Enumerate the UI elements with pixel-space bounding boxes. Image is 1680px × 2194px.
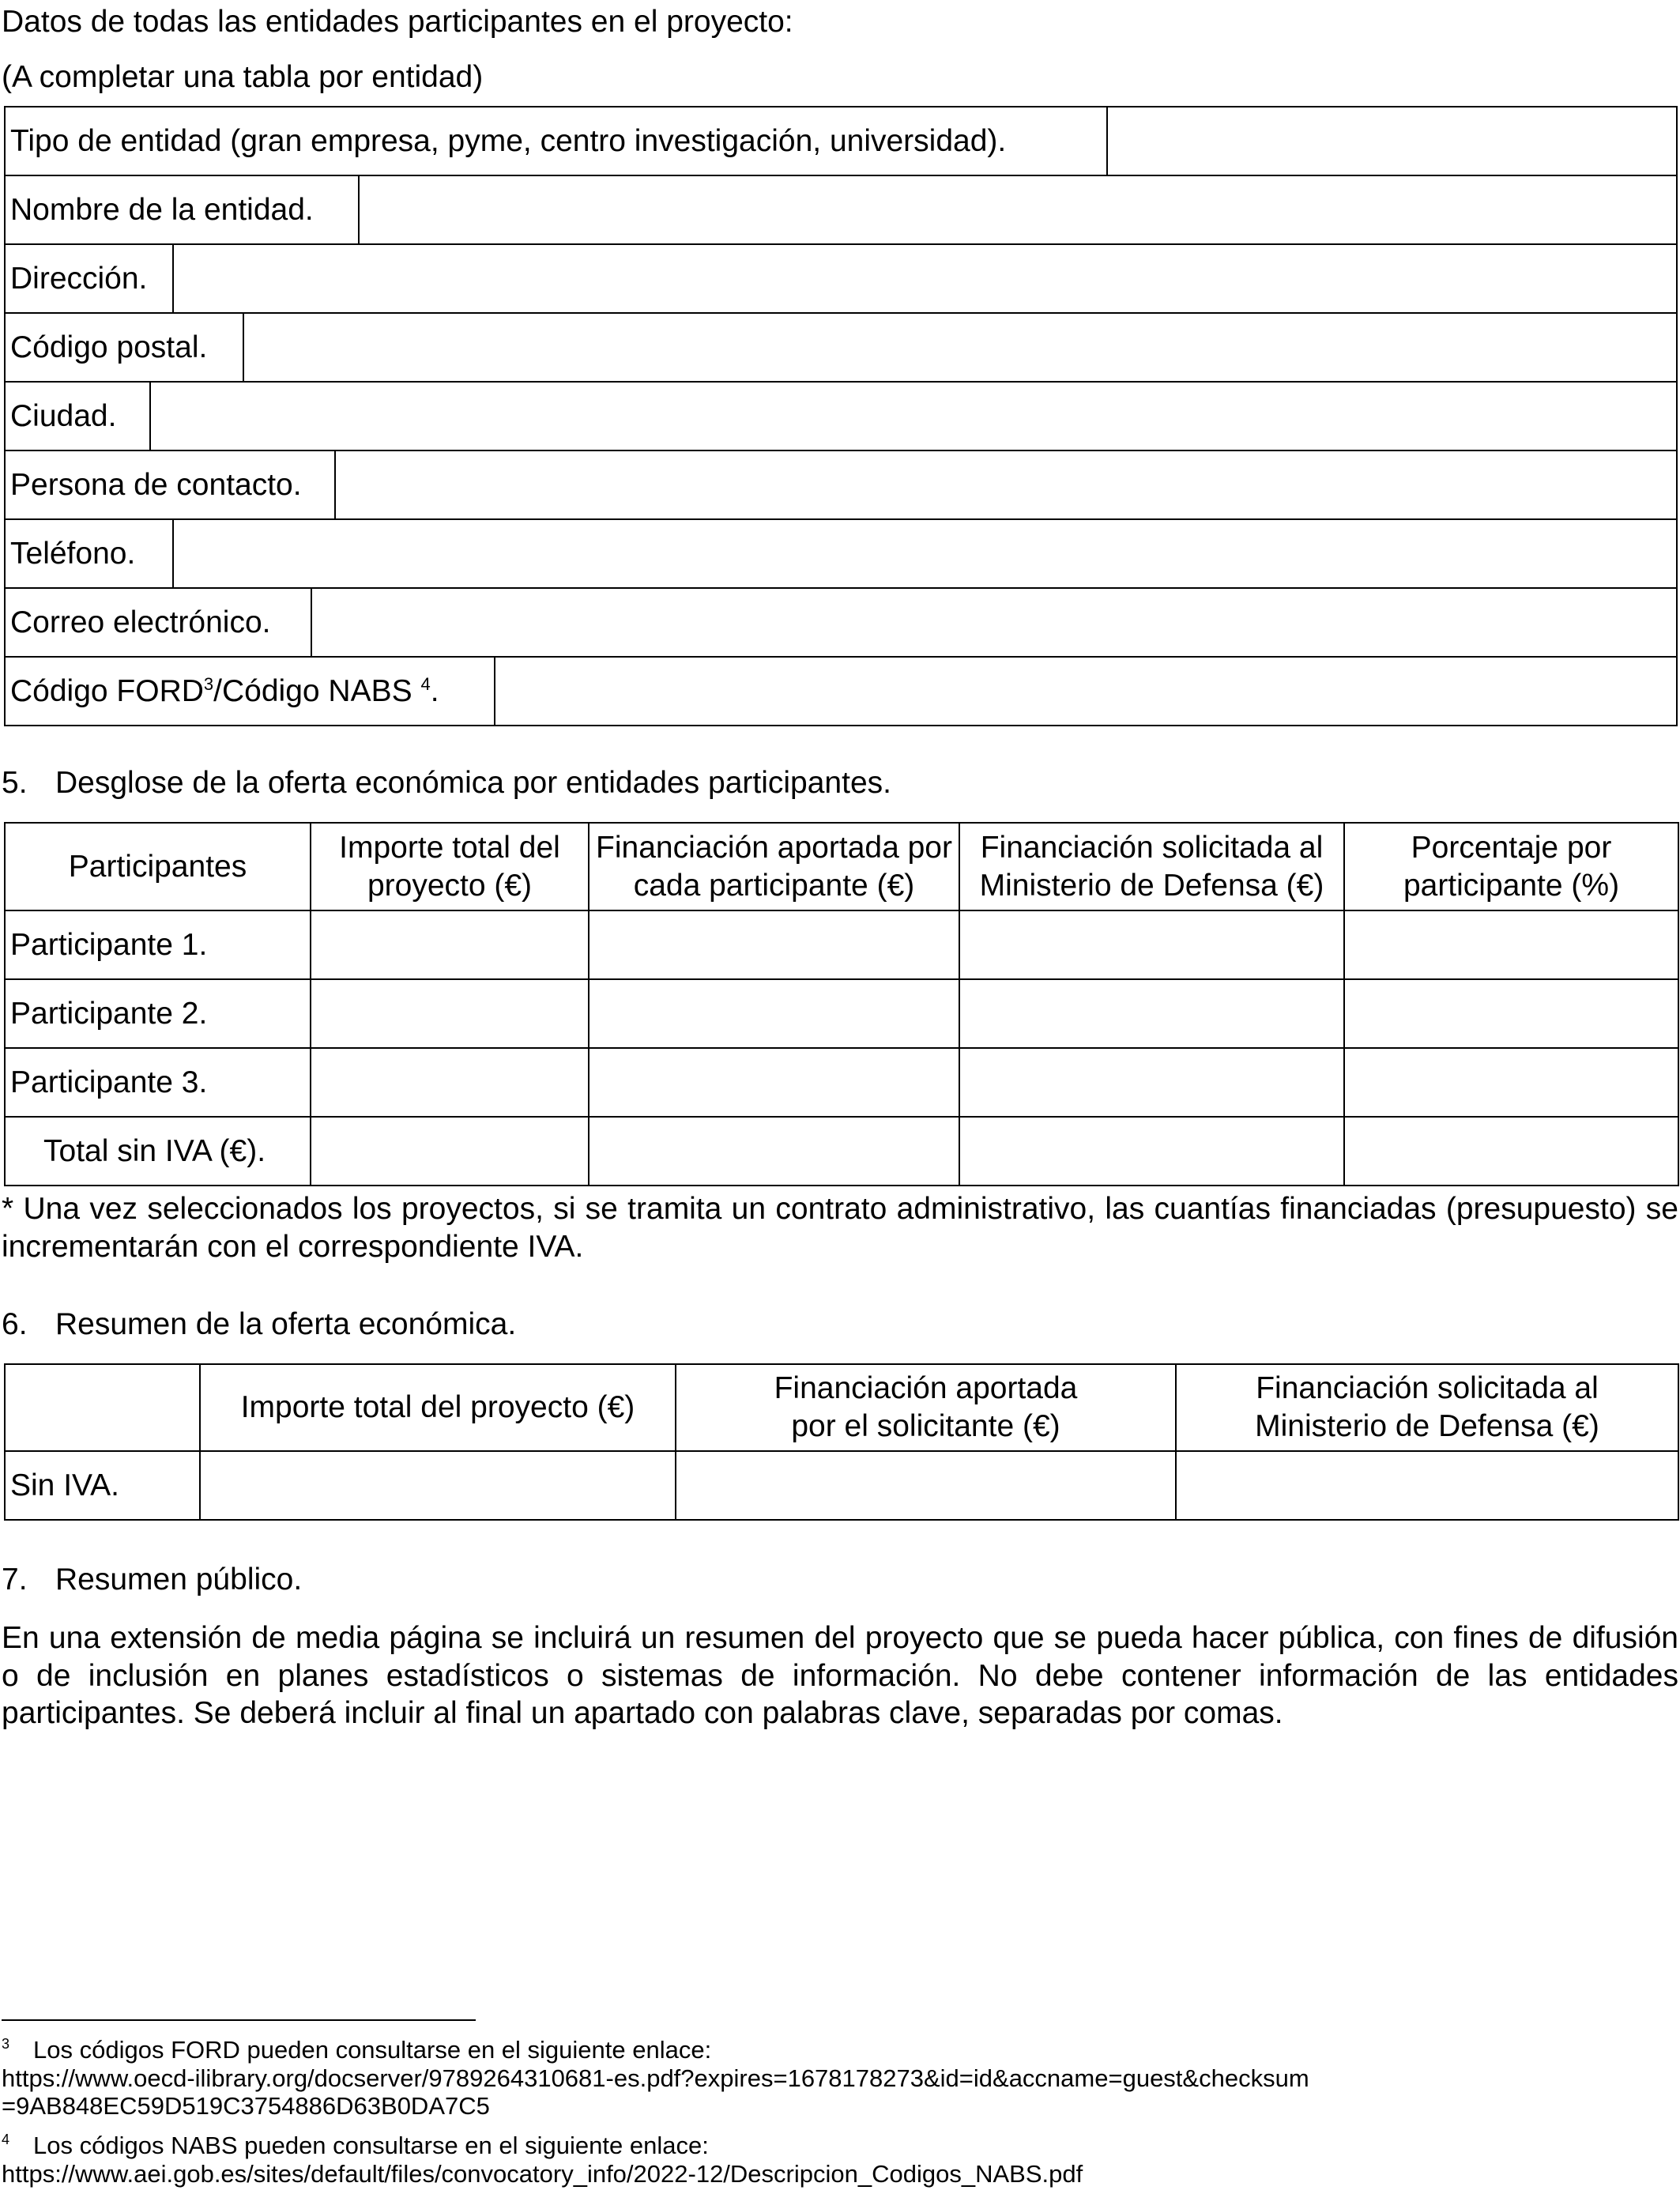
breakdown-header-participants: Participantes [5, 823, 311, 910]
section-7-heading: 7. Resumen público. [2, 1563, 303, 1596]
entity-label-email: Correo electrónico. [5, 588, 311, 657]
summary-header-requested: Financiación solicitada al Ministerio de Defensa (€) [1176, 1364, 1678, 1451]
entity-label-ford-nabs: Código FORD$^3$/Código NABS $^4$. [5, 657, 495, 726]
table-cell[interactable] [311, 979, 589, 1048]
entity-input-contact[interactable] [335, 450, 1677, 519]
breakdown-header-requested: Financiación solicitada al Ministerio de Defensa (€) [959, 823, 1344, 910]
table-cell[interactable] [200, 1451, 676, 1520]
vat-note: * Una vez seleccionados los proyectos, si se tramita un contrato administrativo, las cuantías financiadas (presupuesto) se incrementarán con el correspondiente IVA. [2, 1192, 1678, 1264]
entity-label-contact: Persona de contacto. [5, 450, 335, 519]
table-row [5, 1451, 1678, 1520]
summary-header-empty [5, 1364, 200, 1451]
entity-input-name[interactable] [359, 175, 1677, 244]
entity-label-address: Dirección. [5, 244, 173, 313]
entity-input-type[interactable] [1107, 107, 1677, 175]
table-cell[interactable] [959, 1048, 1344, 1117]
table-cell[interactable] [311, 1048, 589, 1117]
entity-label-type: Tipo de entidad (gran empresa, pyme, centro investigación, universidad). [5, 107, 1107, 175]
table-cell[interactable] [1344, 979, 1678, 1048]
entity-input-postal-code[interactable] [243, 313, 1677, 382]
summary-row-label: Sin IVA. [5, 1451, 200, 1520]
table-row [5, 910, 1678, 979]
intro-line-2: (A completar una tabla por entidad) [2, 60, 484, 94]
footnote-3: $^3$ Los códigos FORD pueden consultarse en el siguiente enlace: https://www.oecd-ilibrary.org/docserver/9789264310681-es.pdf?expires=1678178273&id=id&accname=guest&checksum=9AB848EC59D519C3754886D63B0DA7C5 [2, 2036, 1313, 2120]
table-cell[interactable] [1344, 1117, 1678, 1186]
footnote-4-link[interactable]: https://www.aei.gob.es/sites/default/files/convocatory_info/2022-12/Descripcion_Codigos_NABS.pdf [2, 2159, 1083, 2188]
table-cell[interactable] [959, 1117, 1344, 1186]
table-cell[interactable] [959, 910, 1344, 979]
breakdown-header-total: Importe total del proyecto (€) [311, 823, 589, 910]
table-cell[interactable] [676, 1451, 1176, 1520]
entity-input-city[interactable] [150, 382, 1677, 450]
entity-input-email[interactable] [311, 588, 1677, 657]
table-cell[interactable] [589, 1117, 959, 1186]
table-cell[interactable] [589, 910, 959, 979]
breakdown-header-contributed: Financiación aportada por cada participante (€) [589, 823, 959, 910]
table-cell[interactable] [589, 979, 959, 1048]
section-6-heading: 6. Resumen de la oferta económica. [2, 1307, 517, 1341]
entity-label-city: Ciudad. [5, 382, 150, 450]
entity-input-phone[interactable] [173, 519, 1677, 588]
entity-label-phone: Teléfono. [5, 519, 173, 588]
table-row [5, 979, 1678, 1048]
footnote-separator [2, 2019, 476, 2021]
summary-table [4, 1363, 1679, 1521]
section-5-heading: 5. Desglose de la oferta económica por entidades participantes. [2, 766, 891, 800]
entity-label-name: Nombre de la entidad. [5, 175, 359, 244]
table-cell[interactable] [1176, 1451, 1678, 1520]
entity-label-postal-code: Código postal. [5, 313, 243, 382]
table-cell[interactable] [959, 979, 1344, 1048]
table-row [5, 1048, 1678, 1117]
entity-input-ford-nabs[interactable] [495, 657, 1677, 726]
breakdown-table [4, 822, 1679, 1186]
table-cell[interactable] [589, 1048, 959, 1117]
participant-label: Participante 1. [5, 910, 311, 979]
participant-label: Participante 3. [5, 1048, 311, 1117]
section-7-body: En una extensión de media página se incluirá un resumen del proyecto que se pueda hacer pública, con fines de difusión o de inclusión en planes estadísticos o sistemas de información. No debe contener información de las entidades participantes. Se deberá incluir al final un apartado con palabras clave, separadas por comas. [2, 1621, 1678, 1731]
entity-input-address[interactable] [173, 244, 1677, 313]
footnote-3-link[interactable]: https://www.oecd-ilibrary.org/docserver/9789264310681-es.pdf?expires=1678178273&id=id&accname=guest&checksum=9AB848EC59D519C3754886D63B0DA7C5 [2, 2064, 1309, 2120]
summary-header-contributed: Financiación aportada por el solicitante (€) [676, 1364, 1176, 1451]
table-row [5, 1117, 1678, 1186]
summary-header-total: Importe total del proyecto (€) [200, 1364, 676, 1451]
total-label: Total sin IVA (€). [5, 1117, 311, 1186]
intro-line-1: Datos de todas las entidades participantes en el proyecto: [2, 5, 793, 39]
table-cell[interactable] [311, 910, 589, 979]
table-cell[interactable] [1344, 1048, 1678, 1117]
table-cell[interactable] [311, 1117, 589, 1186]
table-cell[interactable] [1344, 910, 1678, 979]
breakdown-header-percentage: Porcentaje por participante (%) [1344, 823, 1678, 910]
participant-label: Participante 2. [5, 979, 311, 1048]
footnote-4: $^4$ Los códigos NABS pueden consultarse en el siguiente enlace: https://www.aei.gob.es/sites/default/files/convocatory_info/2022-12/Descripcion_Codigos_NABS.pdf [2, 2132, 1678, 2188]
